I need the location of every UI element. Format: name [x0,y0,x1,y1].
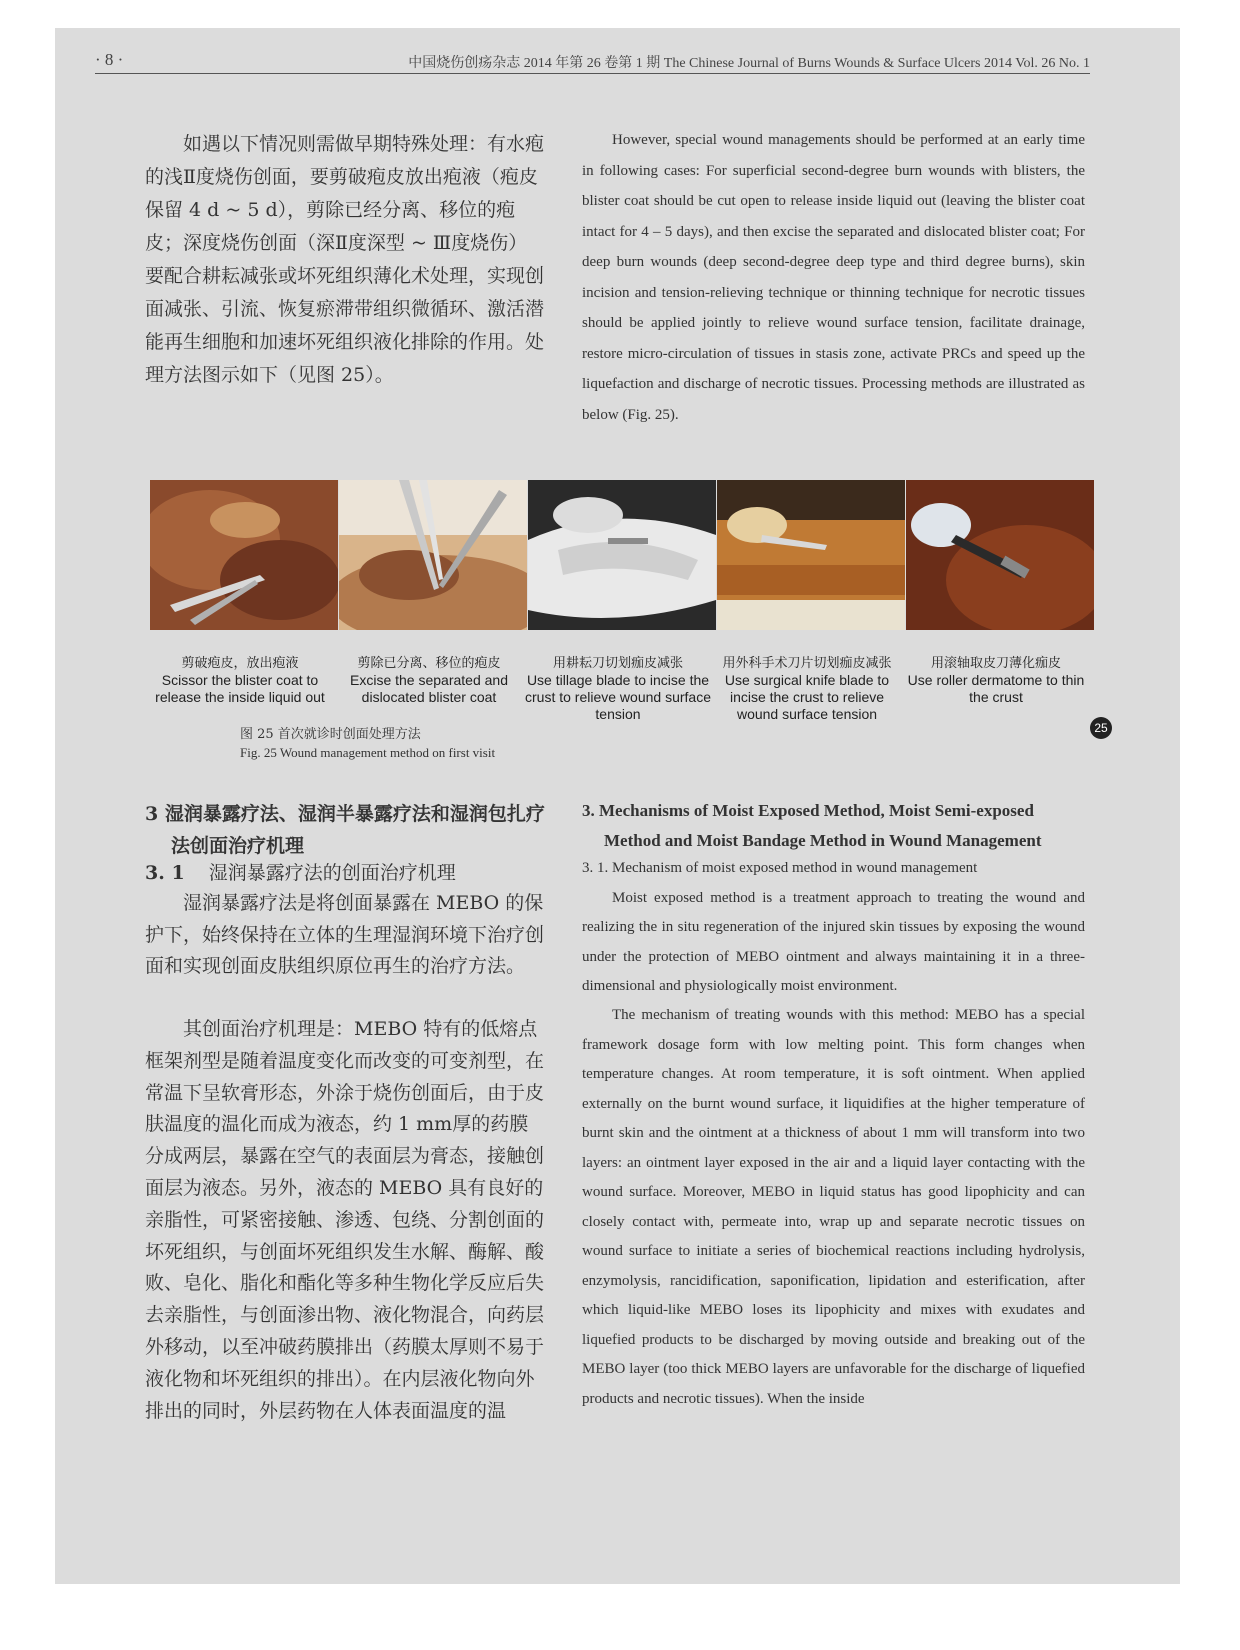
caption-panel-2 [334,655,524,706]
caption-panel-1-zh: 剪破疱皮，放出疱液 [181,656,299,671]
para-2-zh: 其创面治疗机理是：MEBO 特有的低熔点框架剂型是随着温度变化而改变的可变剂型，在常温下呈软膏形态，外涂于烧伤创面后，由于皮肤温度的温化而成为液态，约 1 mm厚的药膜分成两层，暴露在空气的表面层为膏态，接触创面层为液态。另外，液态的 MEBO 具有良好的亲脂性，可紧密接触、渗透、包绕、分割创面的坏死组织，与创面坏死组织发生水解、酶解、酸败、皂化、脂化和酯化等多种生物化学反应后失去亲脂性，与创面渗出物、液化物混合，向药层外移动，以至冲破药膜排出（药膜太厚则不易于液化物和坏死组织的排出）。在内层液化物向外排出的同时，外层药物在人体表面温度的温 [145,1018,545,1422]
caption-panel-3 [523,655,713,723]
intro-en: However, special wound managements should be performed at an early time in following cases: For superficial second-degree burn wounds with blisters, the blister coat should be cut open to release inside liquid out (leaving the blister coat intact for 4 – 5 days), and then excise the separated and dislocated blister coat; For deep burn wounds (deep second-degree deep type and third degree burns), skin incision and tension-relieving technique or thinning technique for necrotic tissues should be applied jointly to relieve wound surface tension, facilitate drainage, restore micro-circulation of tissues in stasis zone, activate PRCs and speed up the liquefaction and discharge of necrotic tissues. Processing methods are illustrated as below (Fig. 25). [582,132,1085,423]
caption-panel-4-zh: 用外科手术刀片切划痂皮减张 [722,656,892,671]
section-3-heading-en: 3. Mechanisms of Moist Exposed Method, Moist Semi-exposed Method and Moist Bandage Method in Wound Management [582,801,1042,850]
photo-tillage-blade [528,480,716,630]
caption-panel-3-en: Use tillage blade to incise the crust to relieve wound surface tension [525,672,711,722]
photo-scissor-blister [150,480,338,630]
caption-panel-1 [145,655,335,706]
caption-panel-2-en: Excise the separated and dislocated blister coat [350,672,508,705]
para-2-en: The mechanism of treating wounds with this method: MEBO has a special framework dosage form with low melting point. This form changes when temperature changes. At room temperature, it is soft ointment. When applied externally on the burnt wound surface, it liquidifies at the higher temperature of burnt skin and the ointment at a thickness of about 1 mm will transform into two layers: an ointment layer exposed in the air and a liquid layer contacting with the wound surface. Moreover, MEBO in liquid status has good lipophicity and can closely contact with, permeate into, wrap up and separate necrotic tissues on wound surface to initiate a series of biochemical reactions including hydrolysis, enzymolysis, rancidification, saponification, lipidation and esterification, after which liquid-like MEBO loses its lipophicity and mixes with exudates and liquefied products to be discharged by moving outside and breaking out of the MEBO layer (too thick MEBO layers are unfavorable for the discharge of liquefied products and necrotic tissues). When the inside [582,1007,1085,1407]
caption-panel-4-en: Use surgical knife blade to incise the crust to relieve wound surface tension [724,672,890,722]
figure-25-photos [150,480,1095,630]
para-1-en: Moist exposed method is a treatment approach to treating the wound and realizing the in situ regeneration of the injured skin tissues by exposing the wound under the protection of MEBO ointment and always maintaining it in a three-dimensional and physiologically moist environment. [582,890,1085,995]
caption-panel-5-en: Use roller dermatome to thin the crust [907,672,1085,705]
photo-roller-dermatome [906,480,1094,630]
journal-title: 中国烧伤创疡杂志 2014 年第 26 卷第 1 期 The Chinese Journal of Burns Wounds & Surface Ulcers 2014 Vol. 26 No. 1 [408,56,1090,71]
caption-panel-5 [901,655,1091,706]
figure-caption-zh: 图 25 首次就诊时创面处理方法 [240,727,421,742]
caption-panel-3-zh: 用耕耘刀切划痂皮减张 [552,656,683,671]
caption-panel-2-zh: 剪除已分离、移位的疱皮 [357,656,501,671]
photo-surgical-blade [717,480,905,630]
subsection-3-1-heading-zh [145,858,545,888]
header-rule [95,73,1090,74]
para-1-zh: 湿润暴露疗法是将创面暴露在 MEBO 的保护下，始终保持在立体的生理湿润环境下治疗创面和实现创面皮肤组织原位再生的治疗方法。 [145,892,545,977]
figure-number-badge: 25 [1090,717,1112,739]
photo-excise-blister [339,480,527,630]
caption-panel-1-en: Scissor the blister coat to release the inside liquid out [155,672,325,705]
intro-zh: 如遇以下情况则需做早期特殊处理：有水疱的浅Ⅱ度烧伤创面，要剪破疱皮放出疱液（疱皮保留 4 d ~ 5 d），剪除已经分离、移位的疱皮；深度烧伤创面（深Ⅱ度深型 ~ Ⅲ度烧伤）要配合耕耘减张或坏死组织薄化术处理，实现创面减张、引流、恢复瘀滞带组织微循环、激活潜能再生细胞和加速坏死组织液化排除的作用。处理方法图示如下（见图 25）。 [145,133,545,386]
page-number: · 8 · [95,50,124,69]
subsection-3-1-heading-en: 3. 1. Mechanism of moist exposed method in wound management [582,860,978,876]
caption-panel-5-zh: 用滚轴取皮刀薄化痂皮 [930,656,1061,671]
subsection-3-1-number: 3. 1 [145,862,185,884]
subsection-3-1-title: 湿润暴露疗法的创面治疗机理 [208,862,456,884]
running-header [95,50,1090,72]
figure-caption-en: Fig. 25 Wound management method on first visit [240,745,496,760]
caption-panel-4 [712,655,902,723]
section-3-heading-zh: 3 湿润暴露疗法、湿润半暴露疗法和湿润包扎疗法创面治疗机理 [145,803,545,857]
